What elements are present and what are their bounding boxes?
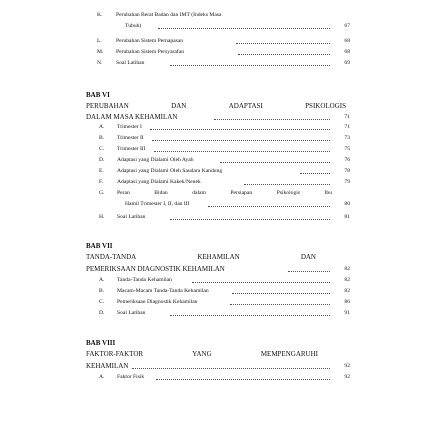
page-number: 71 (344, 124, 350, 130)
chapter-title-line2 (0, 361, 439, 371)
title-word: PERUBAHAN (86, 102, 129, 110)
toc-entry (0, 372, 439, 382)
page-number: 92 (344, 374, 350, 380)
dot-leader (170, 315, 330, 316)
page-number: 82 (344, 266, 350, 272)
dot-leader (230, 304, 330, 305)
toc-entry (0, 155, 439, 165)
page-number: 82 (344, 288, 350, 294)
title-word: YANG (192, 350, 212, 358)
toc-entry-continuation (0, 21, 439, 31)
toc-entry (0, 212, 439, 222)
chapter-number: BAB VI (86, 91, 110, 99)
chapter-number: BAB VIII (86, 339, 116, 347)
title-word: DAN (300, 253, 316, 261)
chapter-number: BAB VII (86, 242, 113, 250)
dot-leader (236, 43, 330, 44)
dot-leader (170, 219, 330, 220)
dot-leader (208, 206, 330, 207)
dot-leader (158, 28, 330, 29)
toc-entry-continuation (0, 199, 439, 209)
title-word: TANDA-TANDA (86, 253, 137, 261)
title-word: FAKTOR-FAKTOR (86, 350, 144, 358)
entry-text: Pemeriksaan Diagnostik Kehamilan (117, 299, 198, 305)
chapter-title: PEMERIKSAAN DIAGNOSTIK KEHAMILAN (86, 265, 225, 273)
dot-leader (244, 184, 330, 185)
entry-letter: C. (99, 146, 105, 152)
entry-text: Soal Latihan (116, 60, 145, 66)
entry-letter: B. (99, 135, 105, 141)
page-number: 67 (344, 23, 350, 29)
entry-letter: A. (99, 124, 105, 130)
page-number: 71 (344, 114, 350, 120)
entry-text: Soal Latihan (117, 310, 146, 316)
entry-letter: B. (99, 288, 105, 294)
entry-letter: N. (97, 60, 103, 66)
entry-text: Trimester I (117, 124, 142, 130)
toc-entry (0, 286, 439, 296)
page-number: 82 (344, 277, 350, 283)
dot-leader (150, 129, 330, 130)
entry-text: Trimester II (117, 135, 144, 141)
page-number: 78 (344, 168, 350, 174)
entry-word: Peran (117, 190, 130, 196)
toc-entry (0, 144, 439, 154)
page-number: 80 (344, 201, 350, 207)
dot-leader (214, 119, 330, 120)
entry-letter: H. (99, 214, 105, 220)
page-number: 68 (344, 38, 350, 44)
title-word: MEMPENGARUHI (260, 350, 318, 358)
dot-leader (156, 379, 330, 380)
entry-letter: C. (99, 299, 105, 305)
toc-entry (0, 177, 439, 187)
entry-text: Tanda-Tanda Kehamilan (117, 277, 172, 283)
title-word: ADAPTASI (228, 102, 263, 110)
entry-text: Perubahan Sistem Persyarafan (116, 49, 185, 55)
entry-text: Adaptasi yang Dialami Kakek/Nenek (117, 179, 201, 185)
toc-entry (0, 133, 439, 143)
chapter-title-line1 (86, 349, 318, 359)
entry-text-continuation: Tubuh) (125, 23, 142, 29)
dot-leader (288, 271, 330, 272)
toc-entry (0, 58, 439, 68)
entry-letter: M. (97, 49, 104, 55)
entry-text: Trimester III (117, 146, 146, 152)
entry-letter: K. (97, 12, 103, 18)
chapter-title-line1 (86, 101, 346, 111)
page-number: 91 (344, 310, 350, 316)
dot-leader (152, 140, 330, 141)
toc-entry (0, 166, 439, 176)
page-number: 79 (344, 179, 350, 185)
page-number: 81 (344, 214, 350, 220)
chapter-title-line2 (0, 264, 439, 274)
dot-leader (192, 282, 330, 283)
entry-letter: F. (99, 179, 104, 185)
toc-entry (0, 308, 439, 318)
page-number: 92 (344, 363, 350, 369)
page-number: 75 (344, 146, 350, 152)
chapter-title-line1 (86, 252, 316, 262)
dot-leader (170, 65, 330, 66)
entry-text: Macam-Macam Tanda-Tanda Kehamilan (117, 288, 209, 294)
entry-letter: L. (97, 38, 102, 44)
toc-entry (0, 297, 439, 307)
entry-text-justified (117, 188, 332, 198)
entry-text: Faktor Fisik (117, 374, 145, 380)
dot-leader (132, 368, 330, 369)
dot-leader (238, 54, 330, 55)
toc-entry (0, 10, 439, 20)
page-number: 69 (344, 60, 350, 66)
title-word: DAN (171, 102, 187, 110)
chapter-title-line2 (0, 112, 439, 122)
entry-text-continuation: Hamil Trimester I, II, dan III (125, 201, 190, 207)
page-number: 76 (344, 157, 350, 163)
entry-word: Persiapan (230, 190, 253, 196)
entry-letter: A. (99, 277, 105, 283)
toc-entry (0, 188, 439, 198)
entry-word: dalam (192, 190, 206, 196)
chapter-title: DALAM MASA KEHAMILAN (86, 113, 178, 121)
page-number: 86 (344, 299, 350, 305)
toc-entry (0, 47, 439, 57)
entry-word: Bidan (154, 190, 168, 196)
dot-leader (300, 173, 330, 174)
entry-text: Adaptasi yang Dialami Oleh Ayah (117, 157, 194, 163)
entry-letter: E. (99, 168, 104, 174)
dot-leader (232, 293, 330, 294)
entry-text: Perubahan Sistem Pernapasan (116, 38, 184, 44)
entry-letter: G. (99, 190, 105, 196)
page-number: 68 (344, 49, 350, 55)
toc-entry (0, 275, 439, 285)
entry-letter: D. (99, 157, 105, 163)
toc-entry (0, 122, 439, 132)
entry-letter: A. (99, 374, 105, 380)
dot-leader (220, 162, 330, 163)
page-number: 73 (344, 135, 350, 141)
title-word: KEHAMILAN (197, 253, 240, 261)
entry-text: Soal Latihan (117, 214, 146, 220)
entry-text: Perubahan Berat Badan dan IMT (Indeks Masa (116, 12, 222, 18)
title-word: PSIKOLOGIS (305, 102, 346, 110)
chapter-title: KEHAMILAN (86, 362, 129, 370)
entry-letter: D. (99, 310, 105, 316)
entry-text: Adaptasi yang Dialami Oleh Saudara Kandung (117, 168, 223, 174)
entry-word: Psikologis (276, 190, 300, 196)
entry-word: Ibu (324, 190, 332, 196)
toc-entry (0, 36, 439, 46)
dot-leader (154, 151, 330, 152)
